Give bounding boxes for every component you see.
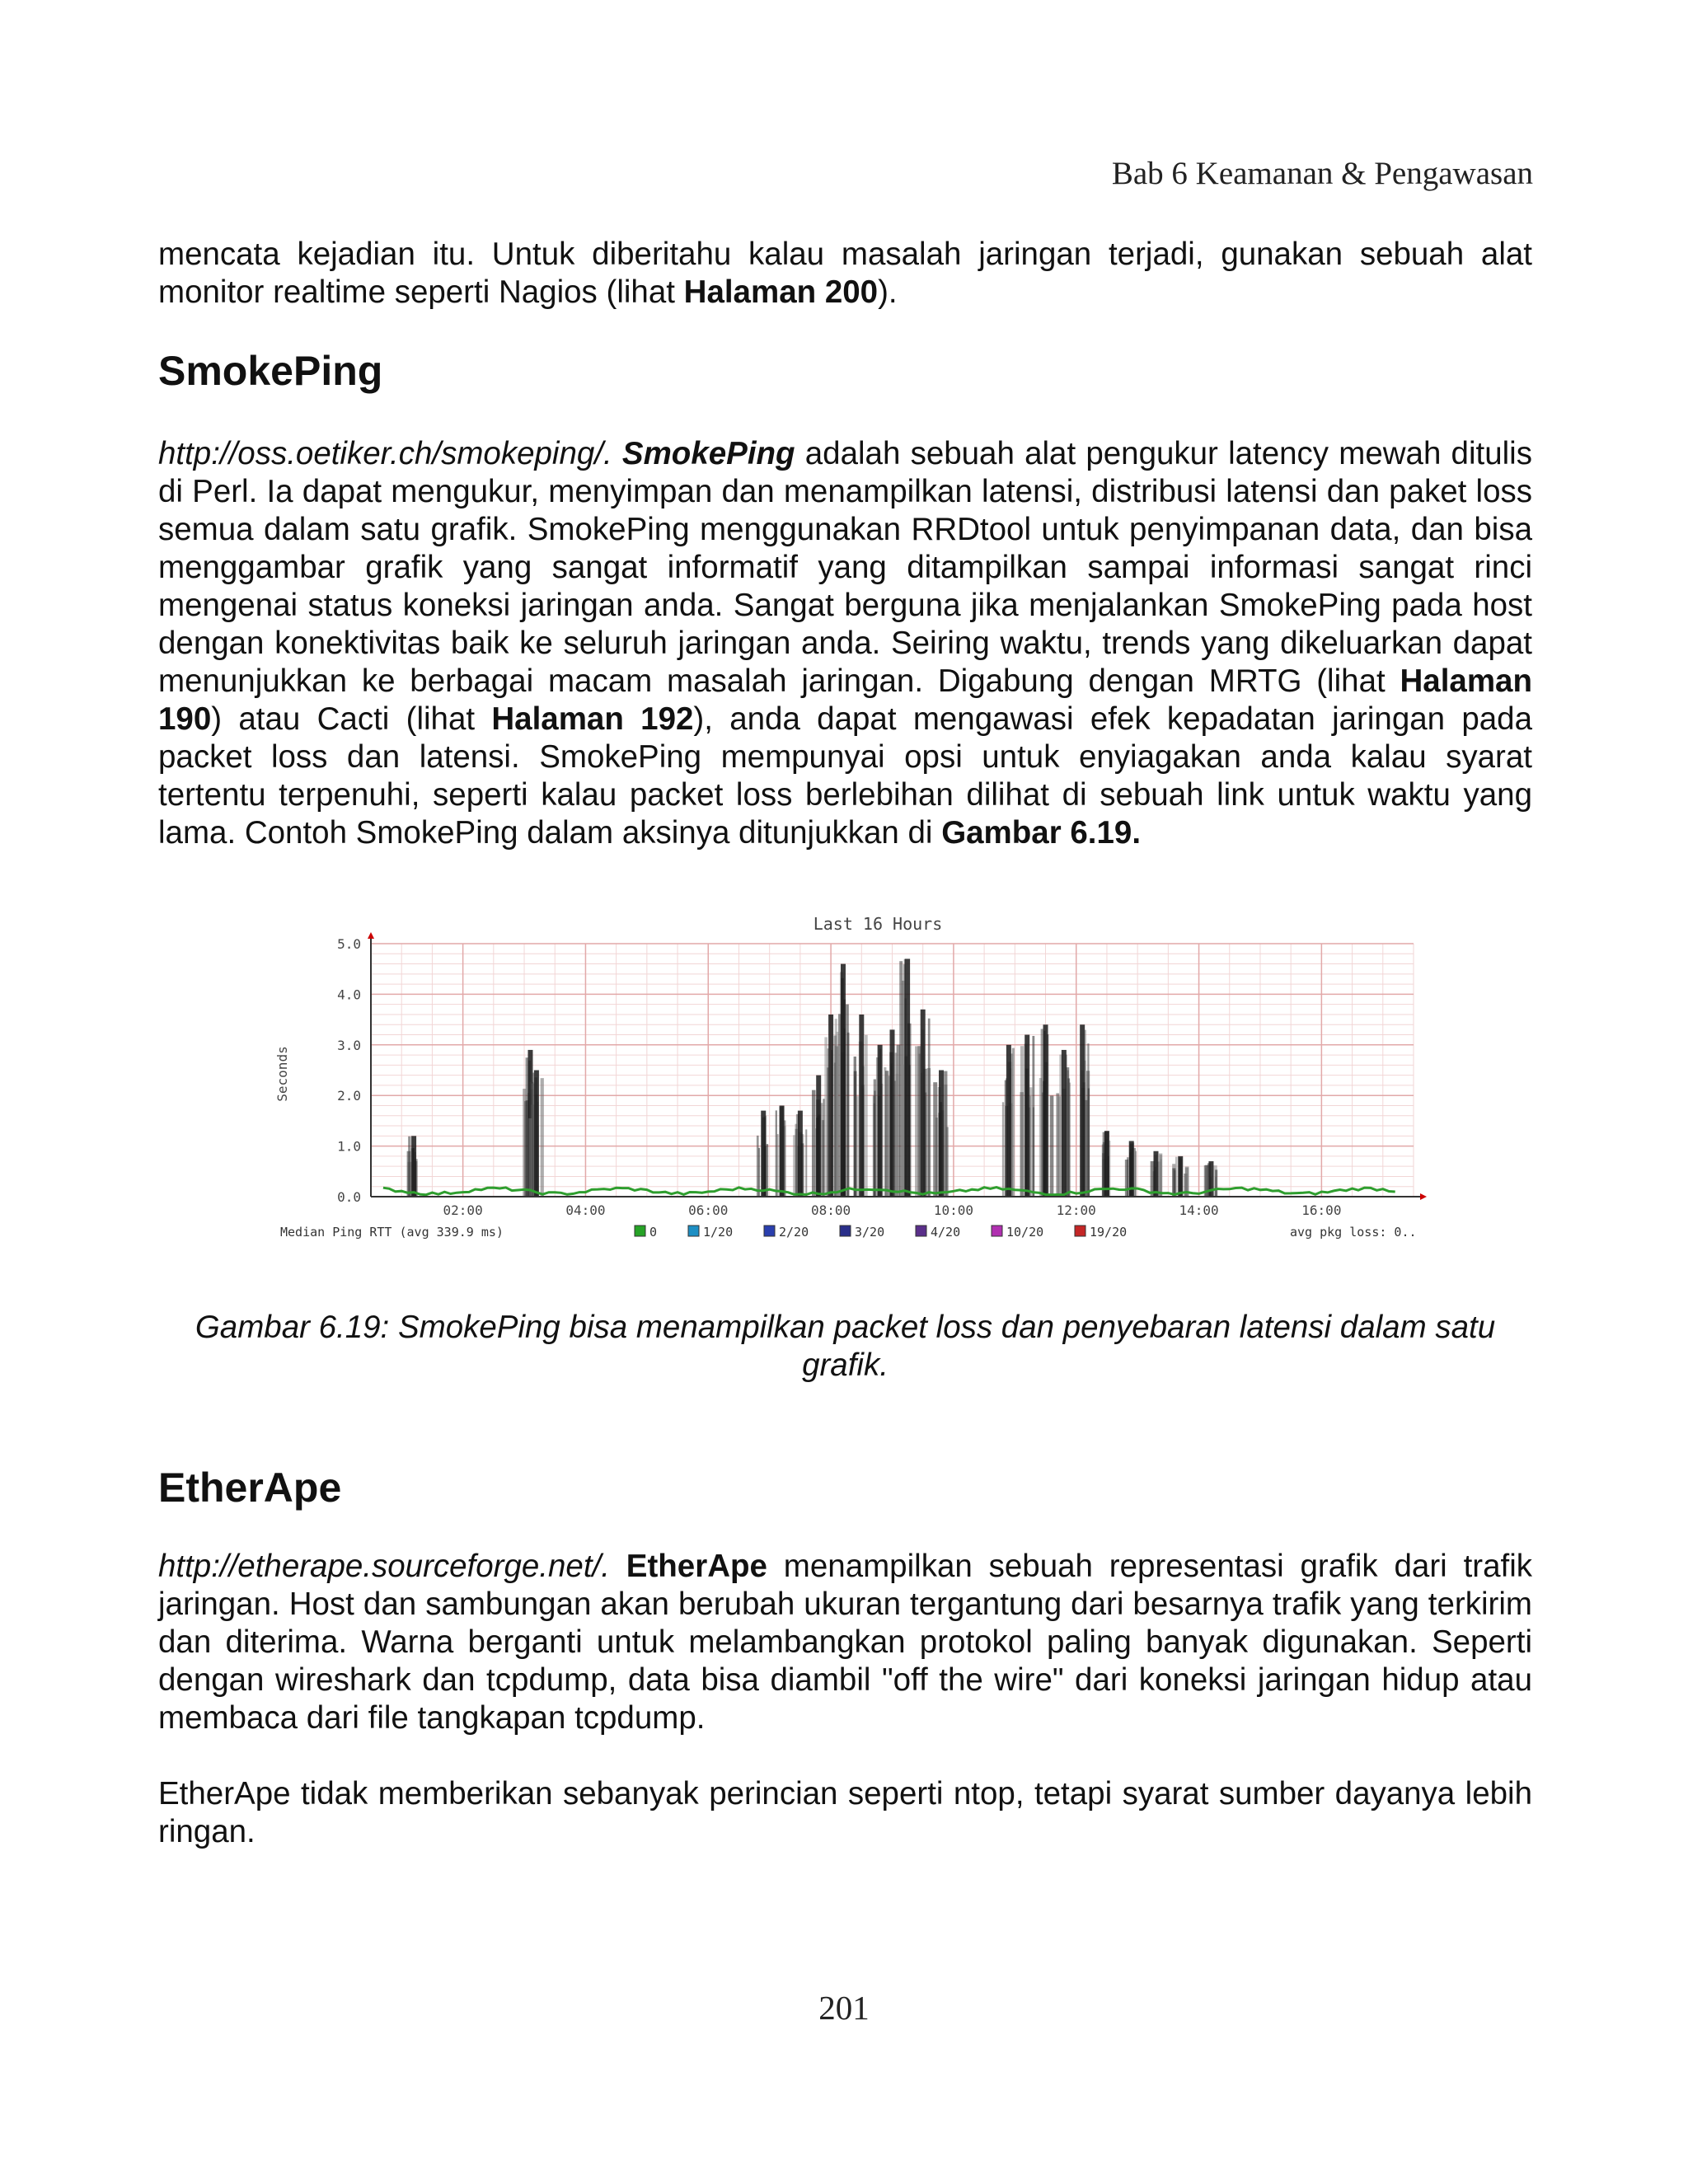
legend-swatch <box>764 1226 775 1236</box>
etherape-paragraph <box>158 1548 1532 1737</box>
smoke-core <box>859 1015 864 1197</box>
legend-item-label: 4/20 <box>931 1225 961 1240</box>
legend-item-label: 0 <box>649 1225 658 1240</box>
etherape-text: menampilkan sebuah representasi grafik dari trafik jaringan. Host dan sambungan akan berubah ukuran tergantung dari besarnya trafik yang terkirim dan diterima. Warna berganti untuk melambangkan protokol paling banyak digunakan. Seperti dengan wireshark dan tcpdump, data bisa diambil "off the wire" dari koneksi jaringan hidup atau membaca dari file tangkapan tcpdump. <box>158 1549 1532 1736</box>
x-tick-label: 06:00 <box>688 1202 729 1218</box>
x-tick-label: 10:00 <box>933 1202 973 1218</box>
intro-text-end: ). <box>878 274 898 310</box>
smoke-strand <box>854 1076 856 1197</box>
smoke-core <box>1062 1050 1067 1197</box>
smoke-strand <box>944 1085 947 1197</box>
smoke-spike <box>933 1071 948 1197</box>
smoke-strand <box>928 1019 931 1197</box>
etherape-section-heading-block <box>158 1463 1532 1512</box>
smoke-spike <box>407 1136 418 1197</box>
x-tick-label: 02:00 <box>443 1202 483 1218</box>
etherape-paragraph-block <box>158 1548 1532 1851</box>
smokeping-chart <box>264 907 1467 1253</box>
smoke-strand <box>757 1136 759 1197</box>
etherape-paragraph-2: EtherApe tidak memberikan sebanyak perincian seperti ntop, tetapi syarat sumber dayanya lebih ringan. <box>158 1776 1532 1849</box>
smoke-strand <box>1057 1096 1061 1197</box>
intro-paragraph <box>158 236 1532 312</box>
smokeping-figure <box>264 907 1467 1253</box>
smoke-core <box>798 1111 803 1197</box>
smoke-core <box>1025 1035 1029 1197</box>
smoke-core <box>816 1076 821 1197</box>
legend-swatch <box>992 1226 1002 1236</box>
smoke-core <box>411 1136 416 1197</box>
smoke-core <box>1178 1156 1183 1197</box>
legend-item-label: 10/20 <box>1006 1225 1044 1240</box>
smoke-core <box>1006 1045 1011 1197</box>
x-tick-label: 04:00 <box>565 1202 606 1218</box>
smoke-strand <box>1020 1046 1024 1197</box>
smoke-strand <box>896 1074 898 1197</box>
legend-swatch <box>916 1226 926 1236</box>
legend-item-label: 2/20 <box>779 1225 809 1240</box>
smoke-strand <box>901 1065 904 1197</box>
smoke-strand <box>823 1099 824 1197</box>
legend-item-label: 19/20 <box>1090 1225 1128 1240</box>
etherape-name: EtherApe <box>626 1549 767 1584</box>
legend-item-label: 1/20 <box>703 1225 734 1240</box>
smoke-strand <box>1125 1160 1128 1197</box>
smoke-strand <box>1215 1169 1217 1197</box>
legend-item-label: 3/20 <box>855 1225 885 1240</box>
smoke-strand <box>935 1118 938 1197</box>
smoke-core <box>890 1029 895 1197</box>
smokeping-paragraph <box>158 435 1532 852</box>
smoke-strand <box>1067 1083 1070 1197</box>
x-tick-label: 12:00 <box>1056 1202 1096 1218</box>
smoke-spike <box>1080 1024 1090 1197</box>
y-tick-label: 5.0 <box>337 936 361 952</box>
smoke-strand <box>812 1090 816 1197</box>
smoke-core <box>780 1105 785 1197</box>
smoke-core <box>1080 1024 1085 1197</box>
smoke-strand <box>1002 1102 1004 1197</box>
legend-swatch <box>688 1226 699 1236</box>
smoke-strand <box>1172 1168 1175 1197</box>
smoke-strand <box>915 1046 918 1197</box>
x-tick-label: 16:00 <box>1301 1202 1342 1218</box>
page-reference-192[interactable]: Halaman 192 <box>491 701 694 737</box>
smoke-strand <box>1085 1100 1087 1197</box>
smoke-strand <box>874 1080 876 1197</box>
y-tick-label: 1.0 <box>337 1138 361 1155</box>
intro-paragraph-block <box>158 236 1532 312</box>
smoke-core <box>1043 1024 1048 1197</box>
figure-reference[interactable]: Gambar 6.19. <box>941 815 1142 851</box>
legend-swatch <box>1075 1226 1085 1236</box>
section-heading-smokeping: SmokePing <box>158 348 383 394</box>
smoke-core <box>841 964 846 1197</box>
smoke-strand <box>846 1005 849 1197</box>
page-number: 201 <box>818 1989 870 2027</box>
smoke-strand <box>528 1118 532 1197</box>
smoke-strand <box>1159 1154 1162 1197</box>
smoke-strand <box>1032 1036 1034 1197</box>
smoke-strand <box>776 1134 778 1197</box>
y-tick-label: 3.0 <box>337 1037 361 1053</box>
intro-text: mencata kejadian itu. Untuk diberitahu kalau masalah jaringan terjadi, gunakan sebuah alat monitor realtime seperti Nagios (lihat <box>158 237 1532 310</box>
legend-median-label: Median Ping RTT (avg 339.9 ms) <box>280 1225 504 1240</box>
y-tick-label: 4.0 <box>337 987 361 1003</box>
smokeping-text-2: ) atau Cacti (lihat <box>211 701 492 737</box>
smoke-strand <box>1005 1080 1006 1197</box>
smoke-core <box>534 1071 539 1197</box>
smoke-spike <box>528 1071 544 1197</box>
smoke-core <box>921 1010 926 1197</box>
y-tick-label: 2.0 <box>337 1088 361 1104</box>
figure-caption: Gambar 6.19: SmokePing bisa menampilkan packet loss dan penyebaran latensi dalam satu grafik. <box>195 1310 1496 1383</box>
y-axis-label: Seconds <box>274 1046 290 1102</box>
smoke-spike <box>899 958 911 1197</box>
smokeping-paragraph-block <box>158 435 1532 852</box>
smokeping-text-3: ), anda dapat mengawasi efek kepadatan jaringan pada packet loss dan latensi. SmokePing mempunyai opsi untuk enyiagakan anda kalau syarat tertentu terpenuhi, seperti kalau packet loss berlebihan dilihat di sebuah link untuk waktu yang lama. Contoh SmokePing dalam aksinya ditunjukkan di <box>158 701 1533 851</box>
smoke-spike <box>1020 1035 1035 1197</box>
etherape-url-link[interactable]: http://etherape.sourceforge.net/. <box>158 1549 610 1584</box>
smoke-core <box>939 1071 944 1197</box>
smoke-strand <box>1087 1043 1089 1197</box>
smokeping-url-link[interactable]: http://oss.oetiker.ch/smokeping/. <box>158 436 612 471</box>
page-reference[interactable]: Halaman 200 <box>683 274 879 310</box>
smoke-strand <box>865 1035 868 1197</box>
smoke-strand <box>1050 1095 1053 1197</box>
x-tick-label: 08:00 <box>811 1202 851 1218</box>
smoke-strand <box>805 1129 807 1197</box>
x-tick-label: 14:00 <box>1179 1202 1219 1218</box>
smoke-core <box>905 958 910 1197</box>
smoke-strand <box>408 1137 410 1197</box>
smoke-core <box>1104 1131 1109 1197</box>
smoke-strand <box>836 1032 838 1197</box>
smoke-strand <box>1135 1151 1137 1197</box>
smoke-core <box>878 1045 883 1197</box>
section-heading-etherape: EtherApe <box>158 1465 342 1511</box>
page-reference-190[interactable]: Halaman 190 <box>158 663 1532 737</box>
smokeping-name: SmokePing <box>621 436 795 471</box>
y-tick-label: 0.0 <box>337 1189 361 1205</box>
smoke-core <box>761 1111 766 1197</box>
running-header: Bab 6 Keamanan & Pengawasan <box>1111 156 1533 191</box>
smokeping-section-heading-block <box>158 346 1532 396</box>
legend-loss-label: avg pkg loss: 0.. <box>1290 1225 1417 1240</box>
smoke-core <box>1153 1151 1158 1197</box>
legend-swatch <box>635 1226 645 1236</box>
smokeping-text-1: adalah sebuah alat pengukur latency mewah ditulis di Perl. Ia dapat mengukur, menyimpan dan menampilkan latensi, distribusi latensi dan paket loss semua dalam satu grafik. SmokePing menggunakan RRDtool untuk penyimpanan data, dan bisa menggambar grafik yang sangat informatif yang ditampilkan sampai informasi sangat rinci mengenai status koneksi jaringan anda. Sangat berguna jika menjalankan SmokePing pada host dengan konektivitas baik ke seluruh jaringan anda. Seiring waktu, trends yang dikeluarkan dapat menunjukkan ke berbagai macam masalah jaringan. Digabung dengan MRTG (lihat <box>158 436 1532 699</box>
smoke-strand <box>1041 1029 1043 1197</box>
legend-swatch <box>840 1226 851 1236</box>
smoke-spike <box>1102 1131 1111 1197</box>
chart-title: Last 16 Hours <box>813 914 943 934</box>
smoke-core <box>828 1015 833 1197</box>
smoke-strand <box>541 1078 544 1197</box>
